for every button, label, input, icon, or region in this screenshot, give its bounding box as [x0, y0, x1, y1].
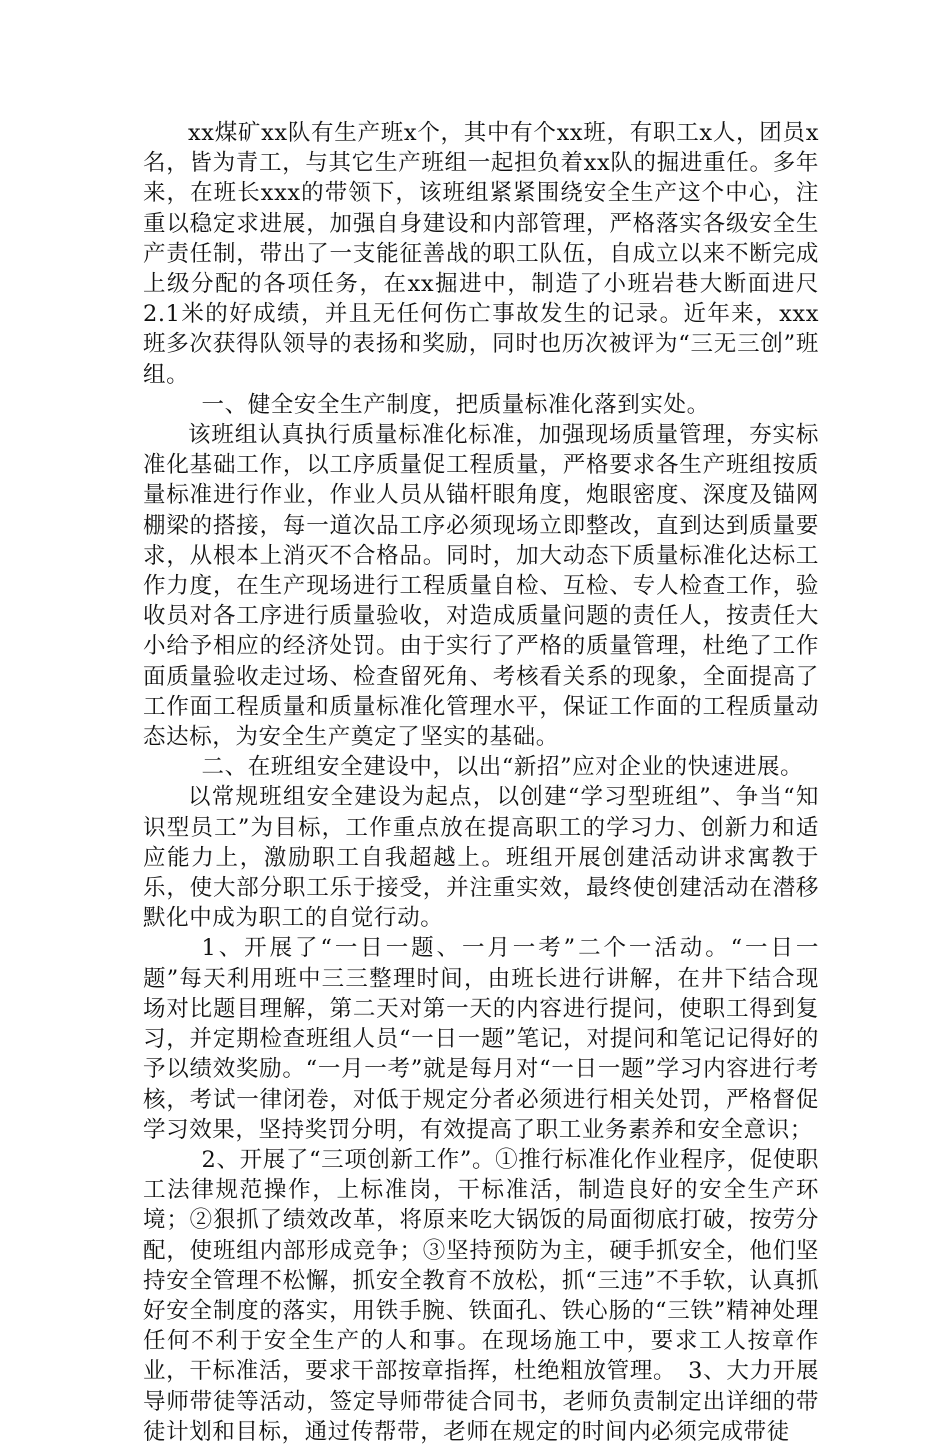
document-body — [143, 118, 819, 1447]
intro-paragraph: xx煤矿xx队有生产班x个，其中有个xx班，有职工x人，团员x名，皆为青工，与其它生产班组一起担负着xx队的掘进重任。多年来，在班长xxx的带领下，该班组紧紧围绕安全生产这个中心，注重以稳定求进展，加强自身建设和内部管理，严格落实各级安全生产责任制，带出了一支能征善战的职工队伍，自成立以来不断完成上级分配的各项任务，在xx掘进中，制造了小班岩巷大断面进尺2.1米的好成绩，并且无任何伤亡事故发生的记录。近年来，xxx班多次获得队领导的表扬和奖励，同时也历次被评为“三无三创”班组。 — [143, 120, 819, 388]
item-2-paragraph: 2、开展了“三项创新工作”。①推行标准化作业程序，促使职工法律规范操作，上标准岗，干标准活，制造良好的安全生产环境；②狠抓了绩效改革，将原来吃大锅饭的局面彻底打破，按劳分配，使班组内部形成竞争；③坚持预防为主，硬手抓安全，他们坚持安全管理不松懈，抓安全教育不放松，抓“三违”不手软，认真抓好安全制度的落实，用铁手腕、铁面孔、铁心肠的“三铁”精神处理任何不利于安全生产的人和事。在现场施工中，要求工人按章作业，干标准活，要求干部按章指挥，杜绝粗放管理。 3、大力开展导师带徒等活动，签定导师带徒合同书，老师负责制定出详细的带徒计划和目标，通过传帮带，老师在规定的时间内必须完成带徒 — [143, 1146, 819, 1445]
section-heading-2: 二、在班组安全建设中，以出“新招”应对企业的快速进展。 — [201, 754, 804, 781]
item-1-paragraph: 1、开展了“一日一题、一月一考”二个一活动。“一日一题”每天利用班中三三整理时间，由班长进行讲解，在井下结合现场对比题目理解，第二天对第一天的内容进行提问，使职工得到复习，并定期检查班组人员“一日一题”笔记，对提问和笔记记得好的予以绩效奖励。“一月一考”就是每月对“一日一题”学习内容进行考核，考试一律闭卷，对低于规定分者必须进行相关处罚，严格督促学习效果，坚持奖罚分明，有效提高了职工业务素养和安全意识； — [143, 935, 819, 1143]
section-heading-1: 一、健全安全生产制度，把质量标准化落到实处。 — [201, 391, 710, 418]
section-2-paragraph: 以常规班组安全建设为起点，以创建“学习型班组”、争当“知识型员工”为目标，工作重点放在提高职工的学习力、创新力和适应能力上，激励职工自我超越上。班组开展创建活动讲求寓教于乐，使大部分职工乐于接受，并注重实效，最终使创建活动在潜移默化中成为职工的自觉行动。 — [143, 784, 819, 932]
section-1-paragraph: 该班组认真执行质量标准化标准，加强现场质量管理，夯实标准化基础工作，以工序质量促工程质量，严格要求各生产班组按质量标准进行作业，作业人员从锚杆眼角度，炮眼密度、深度及锚网棚梁的搭接，每一道次品工序必须现场立即整改，直到达到质量要求，从根本上消灭不合格品。同时，加大动态下质量标准化达标工作力度，在生产现场进行工程质量自检、互检、专人检查工作，验收员对各工序进行质量验收，对造成质量问题的责任人，按责任大小给予相应的经济处罚。由于实行了严格的质量管理，杜绝了工作面质量验收走过场、检查留死角、考核看关系的现象，全面提高了工作面工程质量和质量标准化管理水平，保证工作面的工程质量动态达标，为安全生产奠定了坚实的基础。 — [143, 422, 819, 751]
